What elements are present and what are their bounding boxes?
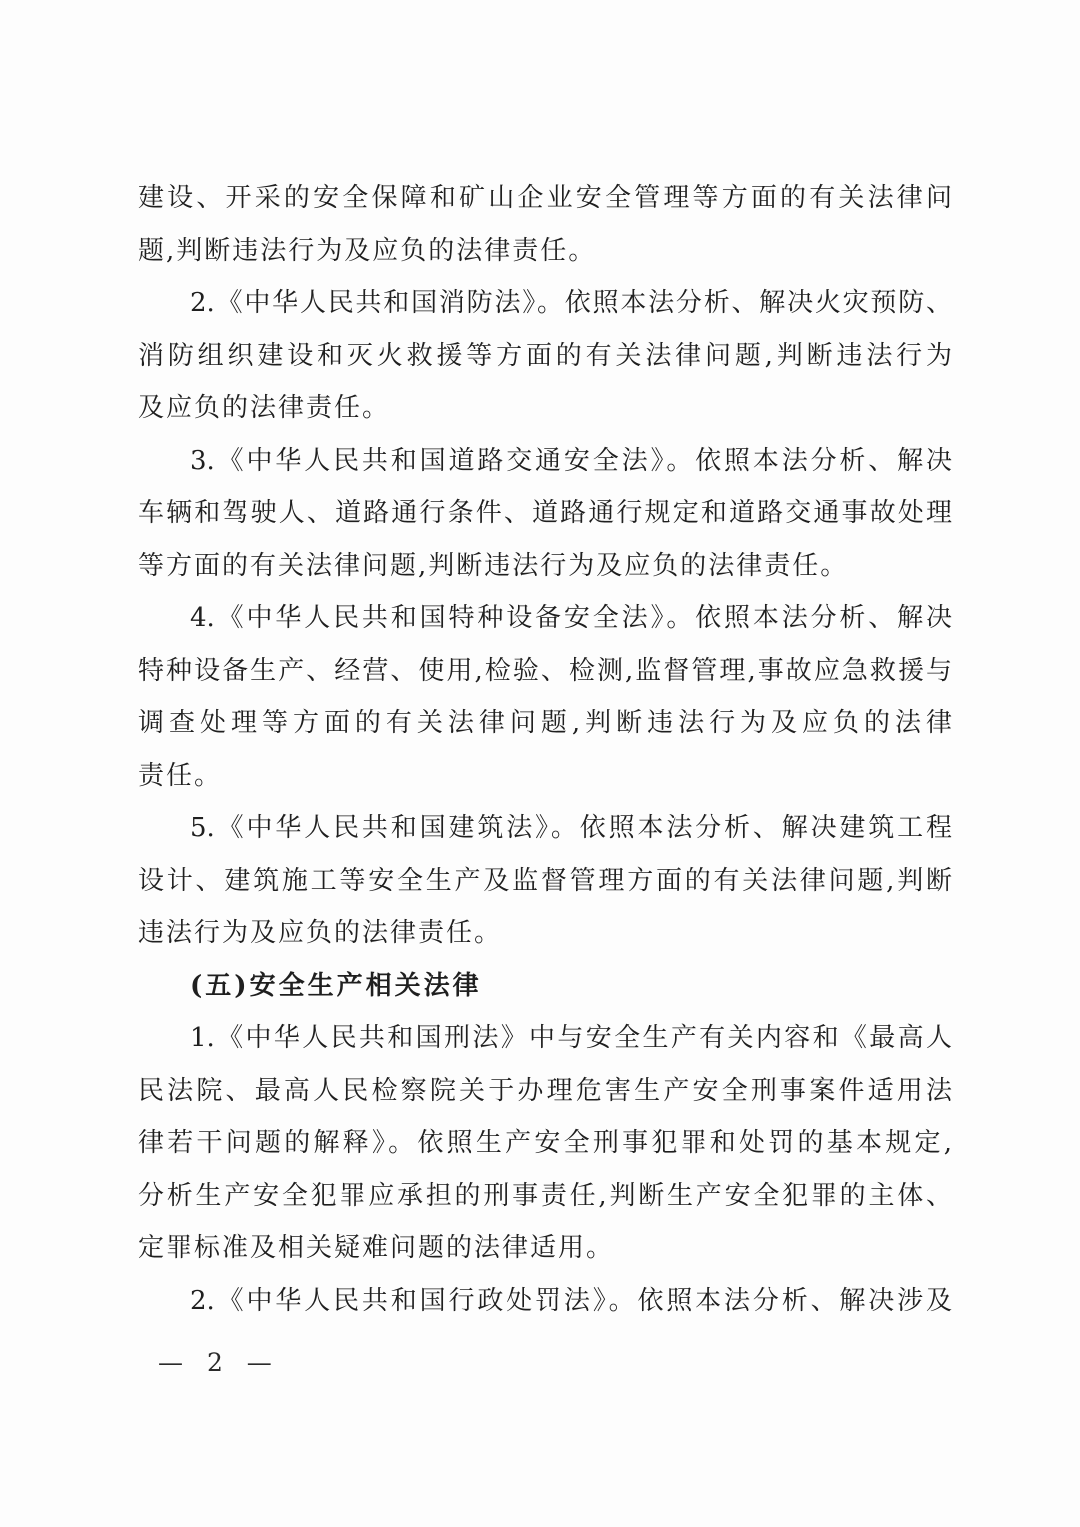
text-line: 车辆和驾驶人、道路通行条件、道路通行规定和道路交通事故处理 (138, 498, 952, 528)
text-line: 律若干问题的解释》。依照生产安全刑事犯罪和处罚的基本规定, (138, 1128, 952, 1158)
text-line: 5.《中华人民共和国建筑法》。依照本法分析、解决建筑工程 (190, 813, 952, 843)
text-line: 定罪标准及相关疑难问题的法律适用。 (138, 1233, 615, 1263)
text-line: 2.《中华人民共和国行政处罚法》。依照本法分析、解决涉及 (190, 1285, 952, 1316)
text-line: 分析生产安全犯罪应承担的刑事责任,判断生产安全犯罪的主体、 (138, 1180, 952, 1211)
text-line: 特种设备生产、经营、使用,检验、检测,监督管理,事故应急救援与 (138, 655, 952, 686)
text-line: 调查处理等方面的有关法律问题,判断违法行为及应负的法律 (138, 708, 952, 738)
text-line: 民法院、最高人民检察院关于办理危害生产安全刑事案件适用法 (138, 1075, 952, 1106)
text-line: 1.《中华人民共和国刑法》中与安全生产有关内容和《最高人 (190, 1023, 952, 1053)
text-line: 等方面的有关法律问题,判断违法行为及应负的法律责任。 (138, 550, 849, 581)
text-line: 消防组织建设和灭火救援等方面的有关法律问题,判断违法行为 (138, 340, 952, 371)
text-line: 2.《中华人民共和国消防法》。依照本法分析、解决火灾预防、 (190, 288, 952, 318)
text-line: 3.《中华人民共和国道路交通安全法》。依照本法分析、解决 (190, 445, 952, 476)
page-number: — 2 — (158, 1348, 276, 1377)
text-line: 违法行为及应负的法律责任。 (138, 918, 503, 948)
text-line: 4.《中华人民共和国特种设备安全法》。依照本法分析、解决 (190, 603, 952, 633)
text-line: 建设、开采的安全保障和矿山企业安全管理等方面的有关法律问 (138, 183, 952, 213)
text-line: 题,判断违法行为及应负的法律责任。 (138, 235, 597, 266)
document-text-block (138, 172, 952, 1327)
text-line: 设计、建筑施工等安全生产及监督管理方面的有关法律问题,判断 (138, 865, 952, 896)
section-heading-5: (五)安全生产相关法律 (190, 970, 482, 1001)
text-line: 责任。 (138, 760, 223, 791)
text-line: 及应负的法律责任。 (138, 393, 391, 423)
